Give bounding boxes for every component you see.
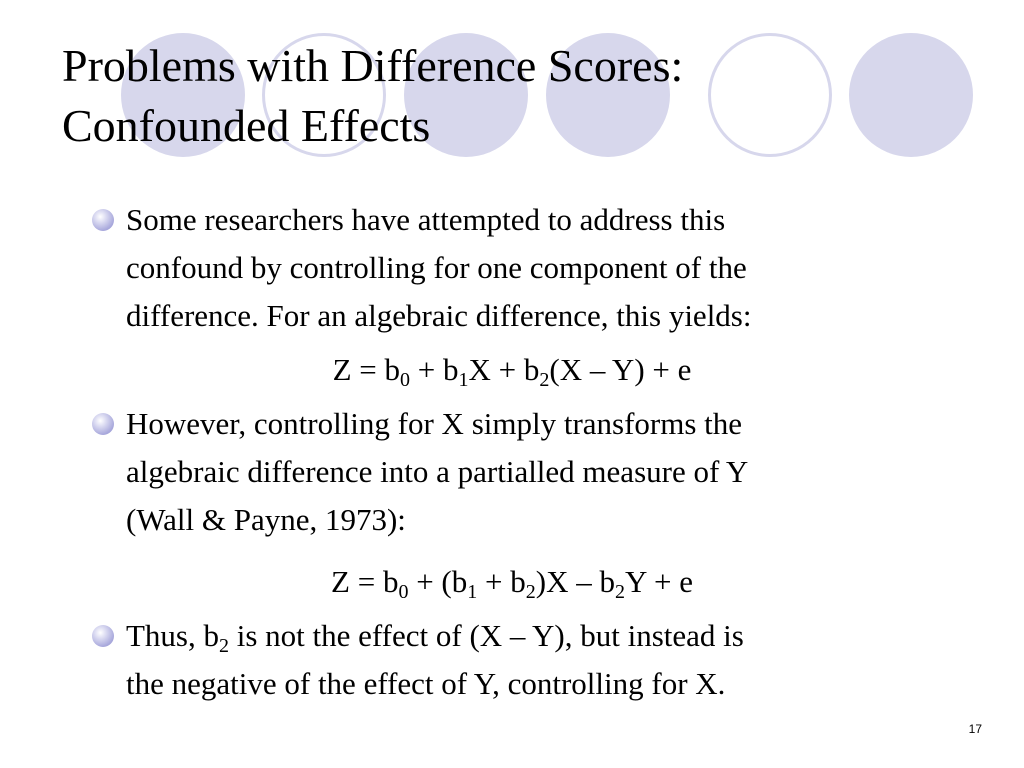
bullet-item-2 xyxy=(0,400,1024,544)
bullet-3-subscript: 2 xyxy=(219,635,229,657)
bullet-1-line-3: difference. For an algebraic difference, this yields: xyxy=(126,298,752,333)
bullet-2-line-1: However, controlling for X simply transforms the xyxy=(126,406,743,441)
equation-2 xyxy=(0,558,1024,606)
equation-1-part: + b xyxy=(410,352,459,387)
equation-1-part: X + b xyxy=(468,352,540,387)
equation-2-part: Z = b xyxy=(331,564,399,599)
bullet-item-3 xyxy=(0,612,1024,708)
circle-bullet-icon xyxy=(92,413,114,435)
equation-1-part: Z = b xyxy=(332,352,401,387)
bullet-2-line-2: algebraic difference into a partialled measure of Y xyxy=(126,454,749,489)
equation-1-subscript: 1 xyxy=(458,369,469,391)
equation-1 xyxy=(0,346,1024,394)
equation-2-subscript: 2 xyxy=(525,581,536,603)
equation-2-subscript: 2 xyxy=(614,581,625,603)
equation-2-subscript: 1 xyxy=(467,581,478,603)
bullet-3-text: Thus, b xyxy=(126,618,219,653)
bullet-2-line-3: (Wall & Payne, 1973): xyxy=(126,502,406,537)
bullet-3-line-2: the negative of the effect of Y, controlling for X. xyxy=(126,666,726,701)
equation-2-part: + (b xyxy=(408,564,468,599)
slide-number: 17 xyxy=(968,722,982,736)
circle-bullet-icon xyxy=(92,625,114,647)
slide-title-line-2: Confounded Effects xyxy=(62,100,431,151)
equation-1-subscript: 2 xyxy=(539,369,550,391)
slide-title xyxy=(62,36,962,156)
slide-title-line-1: Problems with Difference Scores: xyxy=(62,40,684,91)
equation-2-part: + b xyxy=(477,564,526,599)
equation-2-part: Y + e xyxy=(624,564,693,599)
bullet-3-text: is not the effect of (X – Y), but instead is xyxy=(229,618,744,653)
equation-1-part: (X – Y) + e xyxy=(549,352,692,387)
equation-1-subscript: 0 xyxy=(400,369,411,391)
bullet-3-line-1 xyxy=(126,612,954,660)
slide-body xyxy=(0,196,1024,708)
bullet-1-line-2: confound by controlling for one component of the xyxy=(126,250,747,285)
equation-2-part: )X – b xyxy=(535,564,615,599)
bullet-item-1 xyxy=(0,196,1024,340)
equation-2-subscript: 0 xyxy=(398,581,409,603)
circle-bullet-icon xyxy=(92,209,114,231)
bullet-1-line-1: Some researchers have attempted to address this xyxy=(126,202,726,237)
